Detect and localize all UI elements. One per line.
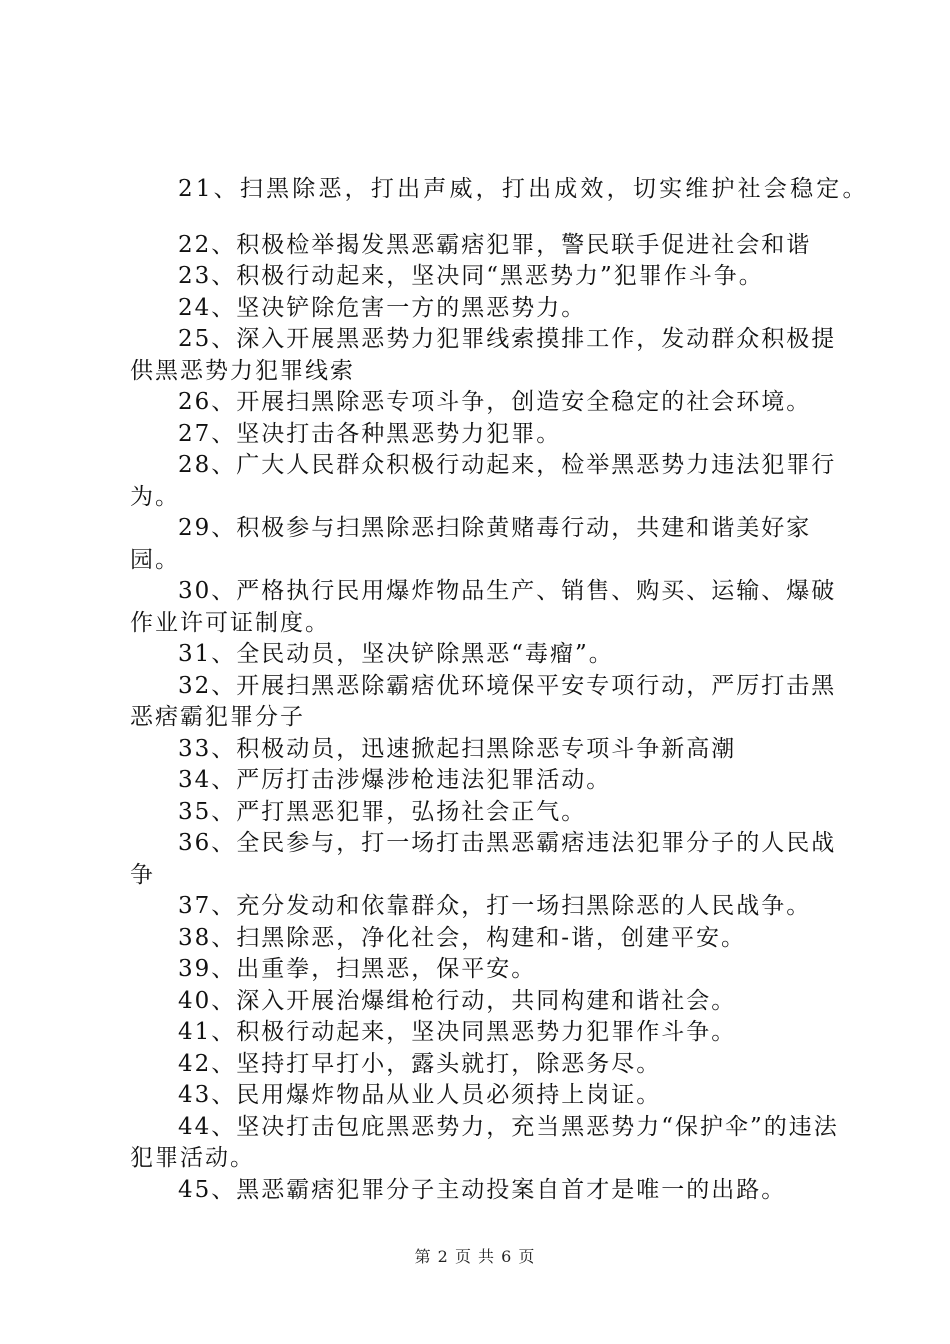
page-number-footer: 第 2 页 共 6 页 [414,1247,536,1266]
list-item: 30、严格执行民用爆炸物品生产、销售、购买、运输、爆破作业许可证制度。 [130,578,837,636]
slogan-list [130,174,869,1206]
list-item: 33、积极动员，迅速掀起扫黑除恶专项斗争新高潮 [178,735,737,762]
list-item: 25、深入开展黑恶势力犯罪线索摸排工作，发动群众积极提供黑恶势力犯罪线索 [130,326,837,384]
list-item: 36、全民参与，打一场打击黑恶霸痞违法犯罪分子的人民战争 [130,830,837,888]
list-item: 24、坚决铲除危害一方的黑恶势力。 [178,294,587,321]
list-item: 28、广大人民群众积极行动起来，检举黑恶势力违法犯罪行为。 [130,452,837,510]
list-item: 26、开展扫黑除恶专项斗争，创造安全稳定的社会环境。 [178,389,812,415]
list-item: 43、民用爆炸物品从业人员必须持上岗证。 [178,1082,662,1108]
list-item: 45、黑恶霸痞犯罪分子主动投案自首才是唯一的出路。 [178,1176,787,1203]
list-item: 42、坚持打早打小，露头就打，除恶务尽。 [178,1050,662,1077]
list-item: 35、严打黑恶犯罪，弘扬社会正气。 [178,798,587,825]
list-item: 22、积极检举揭发黑恶霸痞犯罪，警民联手促进社会和谐 [178,231,812,258]
list-item: 38、扫黑除恶，净化社会，构建和-谐，创建平安。 [178,924,747,951]
list-item: 40、深入开展治爆缉枪行动，共同构建和谐社会。 [178,987,737,1014]
list-item: 37、充分发动和依靠群众，打一场扫黑除恶的人民战争。 [178,893,812,919]
list-item: 21、扫黑除恶，打出声威，打出成效，切实维护社会稳定。 [178,176,869,202]
list-item: 41、积极行动起来，坚决同黑恶势力犯罪作斗争。 [178,1019,737,1045]
list-item: 34、严厉打击涉爆涉枪违法犯罪活动。 [178,767,612,793]
list-item: 23、积极行动起来，坚决同“黑恶势力”犯罪作斗争。 [178,263,764,289]
list-item: 39、出重拳，扫黑恶，保平安。 [178,956,537,982]
list-item: 27、坚决打击各种黑恶势力犯罪。 [178,420,562,447]
list-item: 44、坚决打击包庇黑恶势力，充当黑恶势力“保护伞”的违法犯罪活动。 [130,1113,839,1171]
list-item: 32、开展扫黑恶除霸痞优环境保平安专项行动，严厉打击黑恶痞霸犯罪分子 [130,672,837,730]
list-item: 31、全民动员，坚决铲除黑恶“毒瘤”。 [178,641,614,667]
list-item: 29、积极参与扫黑除恶扫除黄赌毒行动，共建和谐美好家园。 [130,515,812,573]
